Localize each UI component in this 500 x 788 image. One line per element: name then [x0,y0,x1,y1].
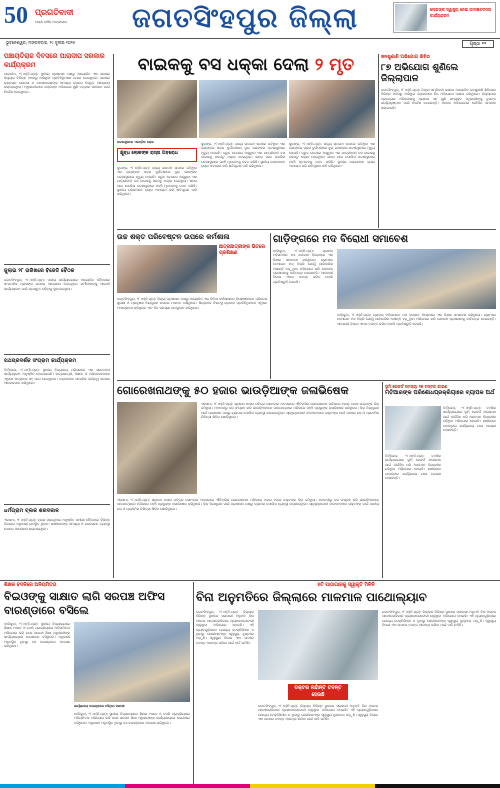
masthead-rule [0,38,500,39]
logo-tagline: ପଚାଶ ବର୍ଷର ଅଙ୍ଗୀକାର [35,20,67,24]
section-rule [117,380,496,381]
bottom-left-caption: କାର୍ଯ୍ୟାଳୟ ବାରଣ୍ଡାରେ ବସିଥିବା ସରପଞ୍ଚ [74,704,125,708]
column-rule [113,54,114,578]
band-body: ଏରସମା, ୨୮।୭(ନି.ପ୍ର): ଶ୍ରାବଣ ମାସର ପବିତ୍ର ସୋମବାର ଅବସରରେ ଐତିହାସିକ ଗୋରେଖନାଥ ମନ୍ଦିରରେ ହଜାର ହଜାର ଭକ୍ତଙ୍କ ଭିଡ଼ ଜମିଥିଲା। ମହାନଦୀରୁ ଜଳ ସଂଗ୍ରହ କରି କାଉଡ଼ିଆମାନେ ପାଦଯାତ୍ରାରେ ମନ୍ଦିରରେ ପହଞ୍ଚି ପ୍ରଭୁଙ୍କ ଜଳାଭିଷେକ କରିଥିଲେ। ଭିଡ଼ ନିୟନ୍ତ୍ରଣ ପାଇଁ ପ୍ରଶାସନ ପକ୍ଷରୁ ବ୍ୟାପକ ପୋଲିସ ବ୍ୟବସ୍ଥା କରାଯାଇଥିଲା। ସ୍ୱେଚ୍ଛାସେବୀ ସଂଗଠନମାନେ ଭକ୍ତଙ୍କ ପାଇଁ ପାନୀୟ ଜଳ ଓ ପ୍ରାଥମିକ ଚିକିତ୍ସା ଶିବିର ଖୋଲିଥିଲେ। [201,402,379,420]
top-story-body: କୁଜଙ୍ଗ, ୨୮।୭(ନି.ପ୍ର): ରାଜ୍ୟ ରାଜପଥ ଉପରେ ଘଟିଥିବା ଏକ ଭୟଙ୍କର ସଡ଼କ ଦୁର୍ଘଟଣାରେ ଦୁଇ ଜଣଙ୍କର ଘଟଣାସ୍ଥଳରେ ମୃତ୍ୟୁ ହୋଇଛି। ଦ୍ରୁତ ବେଗରେ ଆସୁଥିବା ଏକ ଯାତ୍ରୀବାହୀ ବସ ବାଇକକୁ ପଛପଟୁ ଧକ୍କା ଦେଇଥିଲା। ଖବର ପାଇ ପୋଲିସ ଘଟଣାସ୍ଥଳରେ ପହଞ୍ଚି ମୃତଦେହକୁ ଜବତ କରିଛି। ସ୍ଥାନୀୟ ଲୋକମାନେ ରାସ୍ତା ଅବରୋଧ କରି କ୍ଷତିପୂରଣ ଦାବି କରିଥିଲେ। [117,166,197,197]
promo-box [393,2,496,33]
right-brief-body: ତିର୍ତ୍ତୋଲ, ୨୮।୭(ନି.ପ୍ର): ତହସିଲ କାର୍ଯ୍ୟାଳୟରେ ଭୂମି ରେକର୍ଡ ସଂଶୋଧନ ପାଇଁ ଦୀର୍ଘଦିନ ଧରି ଆବେଦନ ବିଚାରାଧୀନ ରହିଥିବା ଅଭିଯୋଗ ହୋଇଛି। ଚାଷୀମାନେ ବାରମ୍ବାର କାର୍ଯ୍ୟାଳୟ ଯାଇ ହଇରାଣ ହେଉଛନ୍ତି। [443,406,496,433]
column-rule [270,233,271,379]
mid-right-headline: ଗାଡ଼ିଙ୍ଗରେ ମଦ ବିରୋଧୀ ସମାବେଶ [273,234,409,245]
top-story-body-cont: କୁଜଙ୍ଗ, ୨୮।୭(ନି.ପ୍ର): ରାଜ୍ୟ ରାଜପଥ ଉପରେ ଘଟିଥିବା ଏକ ଭୟଙ୍କର ସଡ଼କ ଦୁର୍ଘଟଣାରେ ଦୁଇ ଜଣଙ୍କର ଘଟଣାସ୍ଥଳରେ ମୃତ୍ୟୁ ହୋଇଛି। ଦ୍ରୁତ ବେଗରେ ଆସୁଥିବା ଏକ ଯାତ୍ରୀବାହୀ ବସ ବାଇକକୁ ପଛପଟୁ ଧକ୍କା ଦେଇଥିଲା। ଖବର ପାଇ ପୋଲିସ ଘଟଣାସ୍ଥଳରେ ପହଞ୍ଚି ମୃତଦେହକୁ ଜବତ କରିଛି। ସ୍ଥାନୀୟ ଲୋକମାନେ ରାସ୍ତା ଅବରୋଧ କରି କ୍ଷତିପୂରଣ ଦାବି କରିଥିଲେ। [201,142,285,169]
promo-text: ଲୋକଙ୍କ ସ୍ୱାସ୍ଥ୍ୟ ନେଇ ଜନସଚେତନତା କାର୍ଯ୍ୟକ୍ରମ [430,7,492,18]
bottom-left-story [4,582,190,784]
bottom-right-photo [258,610,378,680]
left-body-3: ତିର୍ତ୍ତୋଲ, ୨୮।୭(ନି.ପ୍ର): ସ୍ଥାନୀୟ ବିଦ୍ୟାଳୟ ପରିସରରେ ଏକ ସଚେତନତା କାର୍ଯ୍ୟକ୍ରମ ଅନୁଷ୍ଠିତ ହୋଇଯାଇଛି। ଛାତ୍ରଛାତ୍ରୀ, ଶିକ୍ଷକ ଓ ଅଭିଭାବକମାନେ ଏଥିରେ ଉତ୍ସାହର ସହ ଭାଗ ନେଇଥିଲେ। ବକ୍ତାମାନେ ସାମାଜିକ ଦାୟିତ୍ୱ ଉପରେ ଆଲୋକପାତ କରିଥିଲେ। [4,368,110,386]
bottom-right-headline: ବିନା ଅନୁମତିରେ ଜିଲ୍ଲାରେ ମାଳମାଳ ପାଥୋଲ୍ୟାବ [196,590,427,604]
mid-right-body: ବାଲିକୁଦା, ୨୮।୭(ନି.ପ୍ର): ଗ୍ରାମର ମହିଳାମାନେ ମଦ ଦୋକାନ ବିରୋଧରେ ଏକ ବିଶାଳ ସମାବେଶ କରିଥିଲେ। ଗ୍ରାମରେ ବେଆଇନ ମଦ ବିକ୍ରି ଯୋଗୁଁ ପାରିବାରିକ ଅଶାନ୍ତି ବଢ଼ୁଥିବା ଅଭିଯୋଗ କରି ସେମାନେ ପ୍ରଶାସନକୁ ଦାବିପତ୍ର ଦେଇଛନ୍ତି। ଆବକାରୀ ବିଭାଗ ଏହାର ତଦନ୍ତ କରିବ ବୋଲି ପ୍ରତିଶ୍ରୁତି ଦେଇଛି। [273,249,333,284]
top-story-body-cont2: କୁଜଙ୍ଗ, ୨୮।୭(ନି.ପ୍ର): ରାଜ୍ୟ ରାଜପଥ ଉପରେ ଘଟିଥିବା ଏକ ଭୟଙ୍କର ସଡ଼କ ଦୁର୍ଘଟଣାରେ ଦୁଇ ଜଣଙ୍କର ଘଟଣାସ୍ଥଳରେ ମୃତ୍ୟୁ ହୋଇଛି। ଦ୍ରୁତ ବେଗରେ ଆସୁଥିବା ଏକ ଯାତ୍ରୀବାହୀ ବସ ବାଇକକୁ ପଛପଟୁ ଧକ୍କା ଦେଇଥିଲା। ଖବର ପାଇ ପୋଲିସ ଘଟଣାସ୍ଥଳରେ ପହଞ୍ଚି ମୃତଦେହକୁ ଜବତ କରିଛି। ସ୍ଥାନୀୟ ଲୋକମାନେ ରାସ୍ତା ଅବରୋଧ କରି କ୍ଷତିପୂରଣ ଦାବି କରିଥିଲେ। [289,142,375,169]
paper-logo [4,2,99,38]
left-column [4,52,110,580]
band-story [117,382,379,578]
bottom-right-body-cont2: ଜଗତସିଂହପୁର, ୨୮।୭(ନି.ପ୍ର): ଜିଲ୍ଲାର ବିଭିନ୍ନ ସ୍ଥାନରେ ସରକାରୀ ଅନୁମତି ବିନା ଅନେକ ପାଥୋଲୋଜିକାଲ ଲ୍ୟାବୋରେଟୋରୀ ଚାଲୁଥିବା ଅଭିଯୋଗ ହୋଇଛି। ଏହି ଲ୍ୟାବଗୁଡ଼ିକରେ ଯୋଗ୍ୟ ଟେକ୍ନିସିଆନ ନ ଥିବାରୁ ରୋଗୀମାନଙ୍କ ସ୍ୱାସ୍ଥ୍ୟ ଝୁଣ୍ଟରେ ପଡ଼ୁଛି। ସ୍ୱାସ୍ଥ୍ୟ ବିଭାଗ ଏହା ଉପରେ ତଦନ୍ତ ଆରମ୍ଭ କରିବା ପାଇଁ ଦାବି ଉଠିଛି। [382,610,496,628]
bottom-left-kicker: ଶିକ୍ଷକ ବଦଳିରେ ଅନିୟମିତତା [4,583,57,588]
logo-number: 50 [4,3,28,29]
section-rule [117,229,496,230]
mid-left-headline: ଉଚ୍ଚ ଶକ୍ତ ପରିବେଷ୍ଟନ ଉପରେ କର୍ମଶାଳା [117,233,230,241]
divider [4,264,110,265]
top-story-photo-2 [199,80,287,138]
bottom-right-body: ଜଗତସିଂହପୁର, ୨୮।୭(ନି.ପ୍ର): ଜିଲ୍ଲାର ବିଭିନ୍ନ ସ୍ଥାନରେ ସରକାରୀ ଅନୁମତି ବିନା ଅନେକ ପାଥୋଲୋଜିକାଲ ଲ୍ୟାବୋରେଟୋରୀ ଚାଲୁଥିବା ଅଭିଯୋଗ ହୋଇଛି। ଏହି ଲ୍ୟାବଗୁଡ଼ିକରେ ଯୋଗ୍ୟ ଟେକ୍ନିସିଆନ ନ ଥିବାରୁ ରୋଗୀମାନଙ୍କ ସ୍ୱାସ୍ଥ୍ୟ ଝୁଣ୍ଟରେ ପଡ଼ୁଛି। ସ୍ୱାସ୍ଥ୍ୟ ବିଭାଗ ଏହା ଉପରେ ତଦନ୍ତ ଆରମ୍ଭ କରିବା ପାଇଁ ଦାବି ଉଠିଛି। [196,610,254,645]
left-body-4: ଏରସମା, ୨୮।୭(ନି.ପ୍ର): ବ୍ଲକ ସଭାଗୃହରେ ଅନୁଷ୍ଠିତ ସମୀକ୍ଷା ବୈଠକରେ ବିଭିନ୍ନ ବିଭାଗର ଅଧିକାରୀ ଉପସ୍ଥିତ ଥିଲେ। ଚାଷୀମାନଙ୍କ ସମସ୍ୟା ଓ ଜଳସେଚନ ବ୍ୟବସ୍ଥା ଉପରେ ଆଲୋଚନା କରାଯାଇଥିଲା। [4,518,110,531]
mid-left-story [117,231,267,379]
band-photo [117,402,197,494]
column-rule [378,54,379,228]
left-body-2: ଜଗତସିଂହପୁର, ୨୮।୭(ନି.ପ୍ର): ଦଳୀୟ କାର୍ଯ୍ୟାଳୟରେ ଆୟୋଜିତ ବୈଠକରେ ସାଂଗଠନିକ ପ୍ରସଙ୍ଗ ଉପରେ ଆଲୋଚନା ହୋଇଥିଲା। କର୍ମୀମାନଙ୍କୁ ଆଗାମୀ କାର୍ଯ୍ୟକ୍ରମ ପାଇଁ ପ୍ରସ୍ତୁତ ରହିବାକୁ କୁହାଯାଇଥିଲା। [4,278,110,291]
top-story-caption: ଘଟଣାସ୍ଥଳରେ ଏକତ୍ରିତ ଲୋକ [117,140,154,144]
divider [4,354,110,355]
top-story-headline-text: ବାଇକକୁ ବସ ଧକ୍କା ଦେଲା [137,55,309,75]
top-right-story [381,52,496,228]
bottom-right-body-cont: ଜଗତସିଂହପୁର, ୨୮।୭(ନି.ପ୍ର): ଜିଲ୍ଲାର ବିଭିନ୍ନ ସ୍ଥାନରେ ସରକାରୀ ଅନୁମତି ବିନା ଅନେକ ପାଥୋଲୋଜିକାଲ ଲ୍ୟାବୋରେଟୋରୀ ଚାଲୁଥିବା ଅଭିଯୋଗ ହୋଇଛି। ଏହି ଲ୍ୟାବଗୁଡ଼ିକରେ ଯୋଗ୍ୟ ଟେକ୍ନିସିଆନ ନ ଥିବାରୁ ରୋଗୀମାନଙ୍କ ସ୍ୱାସ୍ଥ୍ୟ ଝୁଣ୍ଟରେ ପଡ଼ୁଛି। ସ୍ୱାସ୍ଥ୍ୟ ବିଭାଗ ଏହା ଉପରେ ତଦନ୍ତ ଆରମ୍ଭ କରିବା ପାଇଁ ଦାବି ଉଠିଛି। [258,704,378,722]
right-brief-body-cont: ତିର୍ତ୍ତୋଲ, ୨୮।୭(ନି.ପ୍ର): ତହସିଲ କାର୍ଯ୍ୟାଳୟରେ ଭୂମି ରେକର୍ଡ ସଂଶୋଧନ ପାଇଁ ଦୀର୍ଘଦିନ ଧରି ଆବେଦନ ବିଚାରାଧୀନ ରହିଥିବା ଅଭିଯୋଗ ହୋଇଛି। ଚାଷୀମାନେ ବାରମ୍ବାର କାର୍ଯ୍ୟାଳୟ ଯାଇ ହଇରାଣ ହେଉଛନ୍ତି। [385,454,441,481]
top-story [117,52,375,228]
left-headline-4: ଧର୍ମଗ୍ରାମ ବ୍ଲକ ଶରଦକାଳ [4,508,59,514]
band-body-cont: ଏରସମା, ୨୮।୭(ନି.ପ୍ର): ଶ୍ରାବଣ ମାସର ପବିତ୍ର ସୋମବାର ଅବସରରେ ଐତିହାସିକ ଗୋରେଖନାଥ ମନ୍ଦିରରେ ହଜାର ହଜାର ଭକ୍ତଙ୍କ ଭିଡ଼ ଜମିଥିଲା। ମହାନଦୀରୁ ଜଳ ସଂଗ୍ରହ କରି କାଉଡ଼ିଆମାନେ ପାଦଯାତ୍ରାରେ ମନ୍ଦିରରେ ପହଞ୍ଚି ପ୍ରଭୁଙ୍କ ଜଳାଭିଷେକ କରିଥିଲେ। ଭିଡ଼ ନିୟନ୍ତ୍ରଣ ପାଇଁ ପ୍ରଶାସନ ପକ୍ଷରୁ ବ୍ୟାପକ ପୋଲିସ ବ୍ୟବସ୍ଥା କରାଯାଇଥିଲା। ସ୍ୱେଚ୍ଛାସେବୀ ସଂଗଠନମାନେ ଭକ୍ତଙ୍କ ପାଇଁ ପାନୀୟ ଜଳ ଓ ପ୍ରାଥମିକ ଚିକିତ୍ସା ଶିବିର ଖୋଲିଥିଲେ। [117,498,379,511]
dateline: ଭୁବନେଶ୍ୱର, ମଙ୍ଗଳବାର, ୨୯ ଜୁଲାଇ ୨୦୨୫ [6,40,76,45]
top-right-headline: ୮୭ ଅଭିଯୋଗ ଶୁଣିଲେ ଜିଲ୍ଲାପାଳ [381,63,459,84]
mid-right-body-cont: ବାଲିକୁଦା, ୨୮।୭(ନି.ପ୍ର): ଗ୍ରାମର ମହିଳାମାନେ ମଦ ଦୋକାନ ବିରୋଧରେ ଏକ ବିଶାଳ ସମାବେଶ କରିଥିଲେ। ଗ୍ରାମରେ ବେଆଇନ ମଦ ବିକ୍ରି ଯୋଗୁଁ ପାରିବାରିକ ଅଶାନ୍ତି ବଢ଼ୁଥିବା ଅଭିଯୋଗ କରି ସେମାନେ ପ୍ରଶାସନକୁ ଦାବିପତ୍ର ଦେଇଛନ୍ତି। ଆବକାରୀ ବିଭାଗ ଏହାର ତଦନ୍ତ କରିବ ବୋଲି ପ୍ରତିଶ୍ରୁତି ଦେଇଛି। [337,313,496,326]
mid-right-photo [337,249,496,309]
left-headline-2: ଜୁଲାଇ ୨୮ ତାରିଖରେ ବିଜେଡି ବୈଠକ [4,268,75,274]
bottom-left-body-cont: ବାଲିକୁଦା, ୨୮।୭(ନି.ପ୍ର): ସ୍ଥାନୀୟ ବିଦ୍ୟାଳୟରେ ଶିକ୍ଷକ ଅଭାବ ଓ ବଦଳି ପ୍ରକ୍ରିୟାରେ ଅନିୟମିତତା ଅଭିଯୋଗ କରି ଜଣେ ସରପଞ୍ଚ ଶିକ୍ଷା ଅଧିକାରୀଙ୍କ କାର୍ଯ୍ୟାଳୟରେ ଧାରଣାରେ ବସିଥିଲେ। ଅଧିକାରୀ ଅନୁପସ୍ଥିତ ଥିବାରୁ ସେ ବାରଣ୍ଡାରେ ଅପେକ୍ଷା କରିଥିଲେ। [74,712,190,725]
top-story-photo-3 [289,80,375,138]
divider [4,504,110,505]
section-title: ଜଗତସିଂହପୁର ଜିଲ୍ଲା [131,3,359,34]
promo-photo [395,4,427,31]
top-right-body: ଜଗତସିଂହପୁର, ୨୮।୭(ନି.ପ୍ର): ଜିଲ୍ଲା ସମ୍ମିଳନୀ କକ୍ଷରେ ଆୟୋଜିତ ଜନଶୁଣାଣି ଶିବିରରେ ବିଭିନ୍ନ ଅଞ୍ଚଳରୁ ଆସିଥିବା ଲୋକମାନେ ନିଜ ଅଭିଯୋଗ ଦାଖଲ କରିଥିଲେ। ଜିଲ୍ଲାପାଳ ପ୍ରତ୍ୟେକ ଅଭିଯୋଗକୁ ଧ୍ୟାନର ସହ ଶୁଣି ସମ୍ପୃକ୍ତ ଅଧିକାରୀଙ୍କୁ ତୁରନ୍ତ କାର୍ଯ୍ୟାନୁଷ୍ଠାନ ପାଇଁ ନିର୍ଦ୍ଦେଶ ଦେଇଛନ୍ତି। ଅନେକ ଅଭିଯୋଗର ସେହିଦିନ ସମାଧାନ କରାଯାଇଛି। [381,88,496,110]
column-rule [382,382,383,578]
masthead [0,0,500,52]
top-story-headline-number: ୨ ମୃତ [314,55,355,75]
top-story-inset [117,148,197,162]
right-brief-photo [385,406,441,450]
bottom-left-body: ବାଲିକୁଦା, ୨୮।୭(ନି.ପ୍ର): ସ୍ଥାନୀୟ ବିଦ୍ୟାଳୟରେ ଶିକ୍ଷକ ଅଭାବ ଓ ବଦଳି ପ୍ରକ୍ରିୟାରେ ଅନିୟମିତତା ଅଭିଯୋଗ କରି ଜଣେ ସରପଞ୍ଚ ଶିକ୍ଷା ଅଧିକାରୀଙ୍କ କାର୍ଯ୍ୟାଳୟରେ ଧାରଣାରେ ବସିଥିଲେ। ଅଧିକାରୀ ଅନୁପସ୍ଥିତ ଥିବାରୁ ସେ ବାରଣ୍ଡାରେ ଅପେକ୍ଷା କରିଥିଲେ। [4,622,70,649]
section-rule [0,580,500,581]
register-marks [0,784,500,788]
right-brief [385,382,496,578]
band-headline: ଗୋରେଖନାଥଙ୍କୁ ୫୦ ହଜାର ଭାଉଡ଼ିଆଙ୍କ ଜଳାଭିଷେକ [117,384,349,397]
mid-left-headline-2: ଛାତ୍ରଛାତ୍ରୀଙ୍କ ଭିତରେ ପ୍ରଶିକ୍ଷଣ [219,245,265,256]
left-lead-body: ପାରାଦୀପ, ୨୮।୭(ନି.ପ୍ର): ସ୍ଥାନୀୟ ପ୍ରଶାସନ ପକ୍ଷରୁ ଆୟୋଜିତ ଏକ ସଭାରେ ଜିଲ୍ଲାର ବିଭିନ୍ନ ଅଞ୍ଚଳରୁ ଆସିଥିବା ପ୍ରତିନିଧିମାନେ ଯୋଗ ଦେଇଥିଲେ। ସଭାରେ ଉନ୍ନୟନ ଯୋଜନା ଓ ଜନସାଧାରଣଙ୍କ ସମସ୍ୟା ଉପରେ ବିସ୍ତୃତ ଆଲୋଚନା କରାଯାଇଥିଲା। ଅଧିକାରୀମାନେ ଲୋକଙ୍କ ଅଭିଯୋଗ ଶୁଣି ତତ୍କାଳ ସମାଧାନ ପାଇଁ ନିର୍ଦ୍ଦେଶ ଦେଇଥିଲେ। [4,72,110,94]
mid-left-photo [117,245,217,293]
left-lead-headline: ପଞ୍ଚାୟତିରାଜ ଦିବସରେ ପାରାଦୀପ ସରକାର କାର୍ଯ୍ୟକ୍ରମ [4,52,105,69]
mid-left-body: ଜଗତସିଂହପୁର, ୨୮।୭(ନି.ପ୍ର): ଜିଲ୍ଲା ପ୍ରଶାସନ ପକ୍ଷରୁ ଆୟୋଜିତ ଏକ ଦିନିଆ କର୍ମଶାଳାରେ ବିଶେଷଜ୍ଞମାନେ ପରିବେଶ ସୁରକ୍ଷା ଓ ପ୍ରଦୂଷଣ ନିୟନ୍ତ୍ରଣ ଉପରେ ମତାମତ ରଖିଥିଲେ। ଶିଳ୍ପାଞ୍ଚଳ ନିକଟସ୍ଥ ଗ୍ରାମର ପ୍ରତିନିଧିମାନେ ଏଥିରେ ଅଂଶଗ୍ରହଣ କରିଥିଲେ ଏବଂ ନିଜ ସମସ୍ୟା ଉପସ୍ଥାପନ କରିଥିଲେ। [117,297,267,310]
top-story-photo-1 [117,80,197,138]
logo-paper-name: ପ୍ରଗତିବାଦୀ [35,8,74,17]
bottom-left-headline: ବିଇଓଙ୍କୁ ସାକ୍ଷାତ ଲାଗି ସରପଞ୍ଚ ଅଫିସ ବାରଣ୍ଡାରେ ବସିଲେ [4,590,165,617]
left-headline-3: ପଥପ୍ରଦର୍ଶକ ସଂଗ୍ରାମ କାର୍ଯ୍ୟକ୍ରମ [4,358,77,364]
bottom-right-story [196,582,496,784]
page-number: ପୃଷ୍ଠା ୧୧ [462,40,494,48]
right-brief-kicker: ଭୂମି ରେକର୍ଡ ସମସ୍ୟା ୧୭ ଟନ୍ତକ କାରଣ [385,384,448,389]
bottom-right-kicker: ୫ଟି ପାଠାଗାରକୁ ସ୍ୱୀକୃତି ମିଳିନି [317,583,375,588]
top-story-headline [117,54,375,76]
top-right-kicker: ଜନଶୁଣାଣି ଅଭିଯୋଗ ଶିବିର [381,55,430,60]
bottom-right-inset: ଡକ୍ଟର ନାହାଁନ୍ତି ତଦନ୍ତ ହେଉଛି [288,684,348,700]
bottom-left-photo [74,622,190,702]
right-brief-headline: ମତିଆରଙ୍କ ପରିଶୋଧପ୍ରକ୍ରିୟାରେ ବ୍ୟାପକ ଅର୍ଥ [385,390,495,396]
top-story-inset-head: କ୍ଷୁବ୍ଧ ଲୋକଙ୍କ ରାସ୍ତା ଅବରୋଧ [120,151,178,156]
mid-right-story [273,231,496,379]
column-rule [193,582,194,784]
